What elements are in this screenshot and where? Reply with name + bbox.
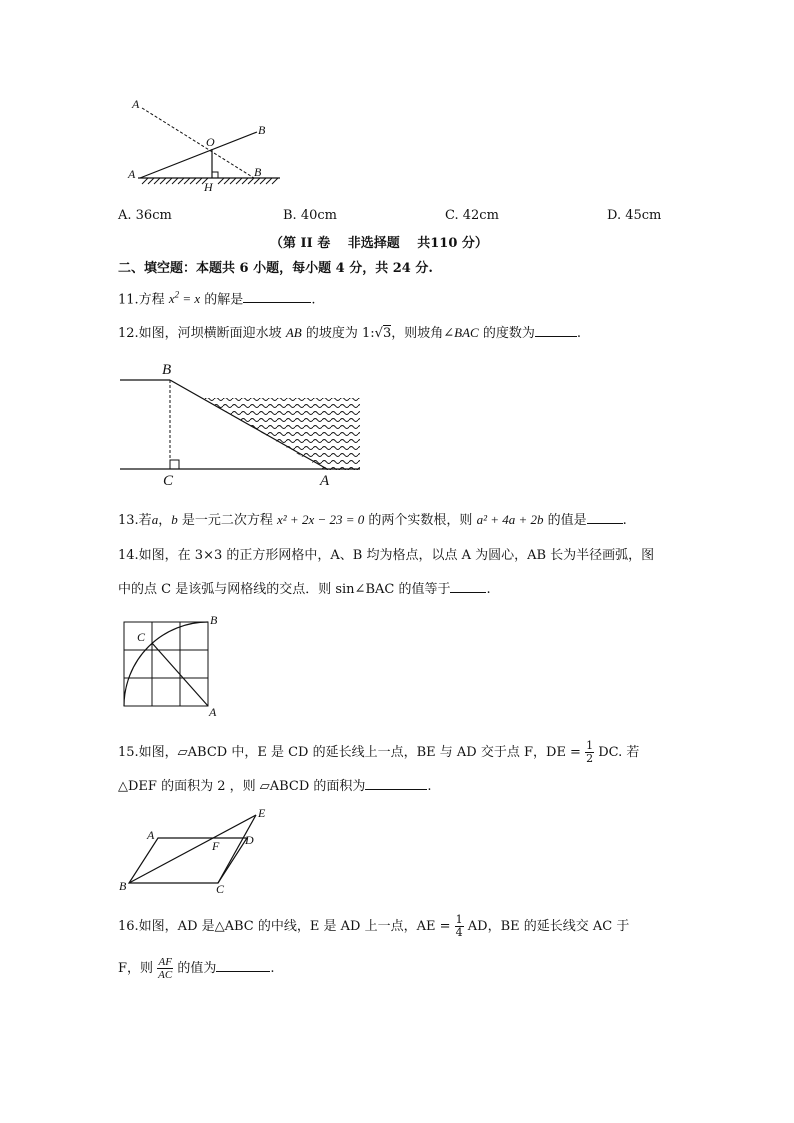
q12-label-a: A [320,473,330,489]
q16-ratio-den: AC [158,969,173,981]
q15-label-a: A [147,828,155,842]
q11-answer-blank[interactable] [243,290,311,303]
q13-comma: ， [158,513,172,528]
q15-label-c: C [216,882,225,896]
q16-answer-blank[interactable] [216,959,270,972]
q15-label-b: B [119,879,127,893]
q16-frac-den: 4 [455,926,463,939]
q12-answer-blank[interactable] [535,324,577,337]
q13-expression: a² + 4a + 2b [476,512,544,527]
q15-fraction [585,740,594,765]
q15-line1-suffix: DC. 若 [598,745,640,760]
q15-answer-blank[interactable] [365,777,427,790]
q12-end: . [576,326,582,341]
q13-prefix: 13.若 [118,513,152,528]
q12-sqrt-sign: √ [374,326,383,341]
q12-label-c: C [163,473,174,489]
q11-mid: 的解是 [204,292,244,308]
q12-sqrt-value: 3 [382,326,392,341]
q16-line1 [118,914,629,939]
q12-figure [115,360,365,490]
q16-frac-num: 1 [455,913,463,926]
q16-line1-prefix: 16.如图，AD 是△ABC 的中线，E 是 AD 上一点，AE = [118,919,451,934]
q16-line2 [118,956,275,981]
q16-line2-prefix: F，则 [118,961,154,976]
q12 [118,324,581,343]
q12-ratio: 1: [362,326,375,341]
q10-dashed-seesaw [142,108,254,178]
q15-label-f: F [212,839,220,853]
q12-bac: BAC [454,325,479,340]
q10-label-a-top: A [132,97,140,111]
section-title: （第 II 卷 非选择题 共110 分） [270,236,488,251]
q15-frac-num: 1 [586,739,594,752]
q13-equation: x² + 2x − 23 = 0 [277,512,365,527]
q10-option-c: C. 42cm [445,208,499,223]
q13 [118,511,627,530]
q13-b: b [171,512,178,527]
q16-ratio [157,956,173,981]
q11 [118,286,315,309]
q10-option-a: A. 36cm [118,208,172,223]
q10-solid-seesaw [140,132,257,178]
section-heading: 二、填空题：本题共 6 小题，每小题 4 分，共 24 分. [118,261,433,276]
q16-line1-suffix: AD，BE 的延长线交 AC 于 [467,919,630,934]
q15-figure [115,805,275,897]
q14-line1: 14.如图，在 3×3 的正方形网格中，A、B 均为格点，以点 A 为圆心，AB 长为半径画弧，图 [118,548,655,563]
q15-label-e: E [258,806,266,820]
q12-label-b: B [162,362,172,378]
q15-line1-prefix: 15.如图，▱ABCD 中，E 是 CD 的延长线上一点，BE 与 AD 交于点 F，DE = [118,745,581,760]
q13-answer-blank[interactable] [587,511,623,524]
q12-suffix: 的度数为 [482,326,535,341]
q10-option-d: D. 45cm [607,208,662,223]
q13-mid2: 的两个实数根，则 [368,513,473,528]
q10-label-h: H [204,180,213,194]
q10-label-o: O [206,135,215,149]
q16-end: . [270,961,275,976]
q12-mid2: ，则坡角∠ [391,326,455,341]
q11-prefix: 11.方程 [118,292,165,308]
q10-label-a-bottom: A [128,167,136,181]
q10-label-b-bottom: B [254,165,262,179]
q14-answer-blank[interactable] [450,580,486,593]
q15-line2 [118,777,432,796]
q15-label-d: D [245,833,254,847]
q11-end: . [311,292,316,308]
q14-line2 [118,580,491,599]
q10-option-b: B. 40cm [283,208,337,223]
q12-mid: 的坡度为 [305,326,358,341]
q15-frac-den: 2 [586,752,594,765]
q10-label-b-top: B [258,123,266,137]
q12-prefix: 12.如图，河坝横断面迎水坡 [118,326,282,341]
q13-a: a [151,512,159,527]
q13-mid: 是一元二次方程 [181,513,273,528]
q13-suffix: 的值是 [547,513,587,528]
q13-end: . [622,513,627,528]
q16-line2-suffix: 的值为 [177,961,217,976]
q12-ab: AB [285,325,302,340]
q14-figure [118,612,228,718]
q16-ratio-num: AF [158,956,172,968]
q14-line2-text: 中的点 C 是该弧与网格线的交点．则 sin∠BAC 的值等于 [118,582,451,597]
q14-label-a: A [209,705,217,718]
q14-end: . [486,582,491,597]
q15-end: . [427,779,432,794]
q15-line2-prefix: △DEF 的面积为 2 ，则 ▱ABCD 的面积为 [118,779,366,794]
q15-line1 [118,740,639,765]
q14-label-b: B [210,613,218,627]
q11-equation: $x^2 = x$ [168,290,201,307]
q16-fraction [455,914,464,939]
q10-figure [120,92,280,197]
q14-label-c: C [137,630,146,644]
